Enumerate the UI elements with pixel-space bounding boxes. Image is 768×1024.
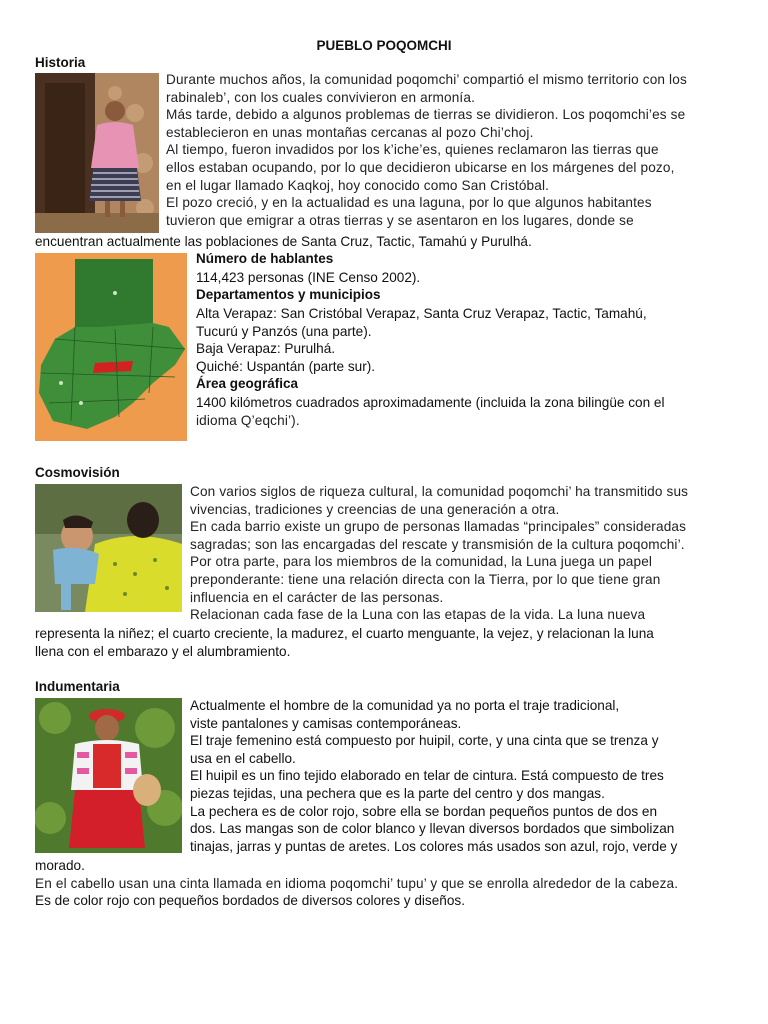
text-line: establecieron en unas montañas cercanas al pozo Chi’choj. <box>166 124 534 140</box>
text-line: usa en el cabello. <box>190 750 296 766</box>
traditional-dress-photo <box>35 698 182 853</box>
text-line: Con varios siglos de riqueza cultural, la comunidad poqomchi’ ha transmitido sus <box>190 484 689 499</box>
guatemala-map-image <box>35 253 187 441</box>
historia-text-full: encuentran actualmente las poblaciones de Santa Cruz, Tactic, Tamahú y Purulhá. <box>35 234 532 249</box>
text-line: tuvieron que emigrar a otras tierras y se asentaron en los lugares, donde se <box>166 212 634 228</box>
historia-heading: Historia <box>35 55 86 70</box>
text-line: tinajas, jarras y puntas de aretes. Los colores más usados son azul, rojo, verde y <box>190 838 678 854</box>
text-line: La pechera es de color rojo, sobre ella se bordan pequeños puntos de dos en <box>190 803 658 819</box>
hablantes-heading: Número de hablantes <box>196 251 334 266</box>
text-line: piezas tejidas, una pechera que es la parte del centro y dos mangas. <box>190 785 605 801</box>
text-line: Por otra parte, para los miembros de la comunidad, la Luna juega un papel <box>190 554 653 570</box>
text-line: ellos estaban ocupando, por lo que decidieron ubicarse en los márgenes del pozo, <box>166 159 675 175</box>
text-line: en el lugar llamado Kaqkoj, hoy conocido como San Cristóbal. <box>166 177 550 193</box>
text-line: En el cabello usan una cinta llamada en idioma poqomchi’ tupu’ y que se enrolla alrededor de la cabeza. <box>35 875 679 891</box>
text-line: El pozo creció, y en la actualidad es una laguna, por lo que algunos habitantes <box>166 195 652 211</box>
text-line: Alta Verapaz: San Cristóbal Verapaz, Santa Cruz Verapaz, Tactic, Tamahú, <box>196 306 647 321</box>
text-line: Actualmente el hombre de la comunidad ya no porta el traje tradicional, <box>190 698 620 713</box>
text-line: influencia en el carácter de las personas. <box>190 589 444 605</box>
text-line: El huipil es un fino tejido elaborado en telar de cintura. Está compuesto de tres <box>190 768 664 784</box>
text-line: Es de color rojo con pequeños bordados de diversos colores y diseños. <box>35 893 465 909</box>
text-line: vivencias, tradiciones y creencias de una generación a otra. <box>190 501 560 517</box>
text-line: Durante muchos años, la comunidad poqomchi’ compartió el mismo territorio con los <box>166 72 687 87</box>
hablantes-value: 114,423 personas (INE Censo 2002). <box>196 270 421 285</box>
area-text <box>196 394 733 429</box>
page-title: PUEBLO POQOMCHI <box>316 38 452 53</box>
text-line: Baja Verapaz: Purulhá. <box>196 341 336 357</box>
text-line: llena con el embarazo y el alumbramiento. <box>35 643 291 659</box>
indumentaria-heading: Indumentaria <box>35 679 120 694</box>
text-line: viste pantalones y camisas contemporáneas. <box>190 715 462 731</box>
text-line: 1400 kilómetros cuadrados aproximadamente (incluida la zona bilingüe con el <box>196 395 665 410</box>
text-line: idioma Q’eqchi’). <box>196 412 300 428</box>
text-line: Más tarde, debido a algunos problemas de tierras se dividieron. Los poqomchi’es se <box>166 107 686 123</box>
text-line: Quiché: Uspantán (parte sur). <box>196 358 376 374</box>
departamentos-text <box>196 305 733 375</box>
text-line: preponderante: tiene una relación directa con la Tierra, por lo que tiene gran <box>190 571 661 587</box>
text-line: En cada barrio existe un grupo de personas llamadas “principales” consideradas <box>190 519 687 535</box>
text-line: rabinaleb’, con los cuales convivieron en armonía. <box>166 89 475 105</box>
text-line: Tucurú y Panzós (una parte). <box>196 323 372 339</box>
text-line: sagradas; son las encargadas del rescate y transmisión de la cultura poqomchi’. <box>190 536 685 552</box>
cosmovision-text-full <box>35 625 735 660</box>
area-heading: Área geográfica <box>196 376 299 391</box>
cosmovision-heading: Cosmovisión <box>35 465 120 480</box>
text-line: Relacionan cada fase de la Luna con las etapas de la vida. La luna nueva <box>190 607 646 623</box>
text-line: representa la niñez; el cuarto creciente, la madurez, el cuarto menguante, la vejez, y relacionan la luna <box>35 626 654 641</box>
indumentaria-text <box>190 697 733 855</box>
cosmovision-text <box>190 483 733 624</box>
text-line: dos. Las mangas son de color blanco y llevan diversos bordados que simbolizan <box>190 821 675 837</box>
elder-woman-photo <box>35 73 159 233</box>
text-line: El traje femenino está compuesto por huipil, corte, y una cinta que se trenza y <box>190 733 659 749</box>
text-line: morado. <box>35 858 85 873</box>
historia-text <box>166 71 733 229</box>
departamentos-heading: Departamentos y municipios <box>196 287 381 302</box>
indumentaria-text-full <box>35 857 735 910</box>
text-line: Al tiempo, fueron invadidos por los k’iche’es, quienes reclamaron las tierras que <box>166 142 659 158</box>
mother-child-photo <box>35 484 182 612</box>
